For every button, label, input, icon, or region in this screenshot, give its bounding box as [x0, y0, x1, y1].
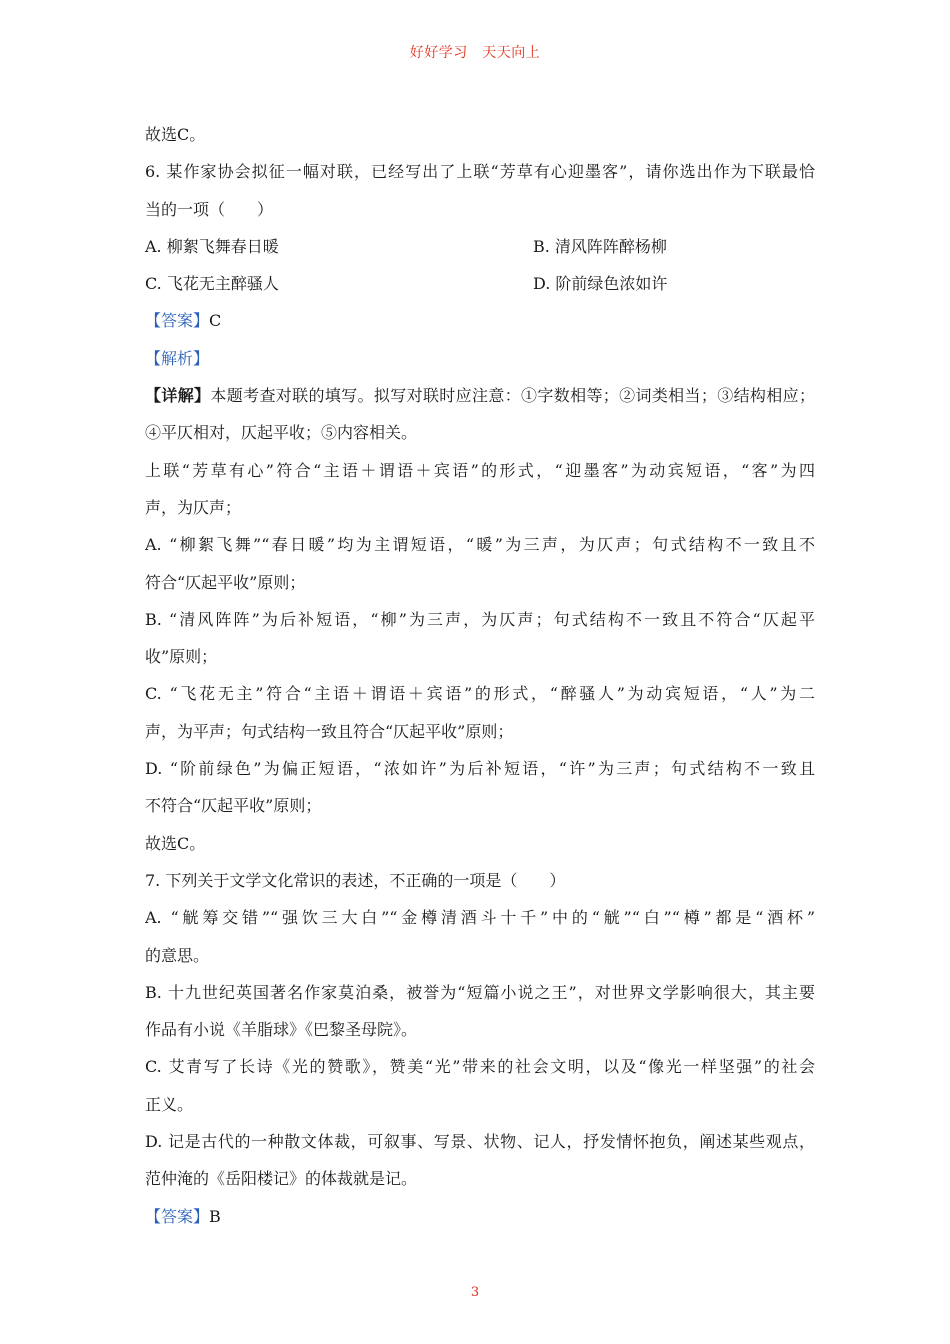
- question-7-option-d-cont: 范仲淹的《岳阳楼记》的体裁就是记。: [145, 1169, 418, 1189]
- explain-line: 声，为仄声；: [145, 497, 242, 517]
- explain-line: 故选C。: [145, 833, 206, 853]
- question-7-option-a: A. “觥筹交错”“强饮三大白”“金樽清酒斗十千”中的“觥”“白”“樽”都是“酒杯”: [145, 908, 815, 928]
- detail-text: 本题考查对联的填写。拟写对联时应注意：①字数相等；②词类相当；③结构相应；: [210, 386, 815, 406]
- question-7-option-b: B. 十九世纪英国著名作家莫泊桑，被誉为“短篇小说之王”，对世界文学影响很大，其主要: [145, 982, 815, 1002]
- answer-tag: 【答案】: [145, 311, 210, 331]
- question-6-options-row-2: [145, 265, 815, 302]
- explain-line: B. “清风阵阵”为后补短语，“柳”为三声，为仄声；句式结构不一致且不符合“仄起平: [145, 609, 815, 629]
- answer-line: [145, 302, 815, 339]
- question-7-option-c-cont: 正义。: [145, 1094, 194, 1114]
- explain-line: A. “柳絮飞舞”“春日暖”均为主谓短语，“暖”为三声，为仄声；句式结构不一致且不: [145, 535, 815, 555]
- answer-value: C: [209, 311, 222, 331]
- question-7-option-a-cont: 的意思。: [145, 945, 210, 965]
- detail-line: [145, 377, 815, 414]
- question-7-stem: 7. 下列关于文学文化常识的表述，不正确的一项是（ ）: [145, 870, 566, 890]
- document-body: [145, 116, 815, 1235]
- explain-line: 声，为平声；句式结构一致且符合“仄起平收”原则；: [145, 721, 514, 741]
- question-7-option-d: D. 记是古代的一种散文体裁，可叙事、写景、状物、记人，抒发情怀抱负，阐述某些观点，: [145, 1132, 815, 1152]
- page-header: 好好学习 天天向上: [409, 45, 541, 61]
- option-d: D. 阶前绿色浓如许: [533, 274, 668, 294]
- question-6-stem: 6. 某作家协会拟征一幅对联，已经写出了上联“芳草有心迎墨客”，请你选出作为下联最恰: [145, 162, 815, 182]
- explain-line: 收”原则；: [145, 647, 218, 667]
- detail-line-cont: ④平仄相对，仄起平收；⑤内容相关。: [145, 423, 418, 443]
- question-6-stem-cont: 当的一项（ ）: [145, 199, 274, 219]
- analysis-tag: 【解析】: [145, 348, 210, 368]
- option-c: C. 飞花无主醉骚人: [145, 274, 279, 294]
- analysis-line: [145, 340, 815, 377]
- option-b: B. 清风阵阵醉杨柳: [533, 236, 667, 256]
- answer-line: [145, 1198, 815, 1235]
- answer-tag: 【答案】: [145, 1206, 210, 1226]
- explain-line: 不符合“仄起平收”原则；: [145, 796, 322, 816]
- option-a: A. 柳絮飞舞春日暖: [145, 236, 279, 256]
- text-line: 故选C。: [145, 125, 206, 144]
- question-6-options-row-1: [145, 228, 815, 265]
- explain-line: D. “阶前绿色”为偏正短语，“浓如许”为后补短语，“许”为三声；句式结构不一致且: [145, 759, 815, 779]
- explain-line: 上联“芳草有心”符合“主语＋谓语＋宾语”的形式，“迎墨客”为动宾短语，“客”为四: [145, 460, 815, 480]
- question-7-option-b-cont: 作品有小说《羊脂球》《巴黎圣母院》。: [145, 1020, 418, 1040]
- explain-line: C. “飞花无主”符合“主语＋谓语＋宾语”的形式，“醉骚人”为动宾短语，“人”为二: [145, 684, 815, 704]
- explain-line: 符合“仄起平收”原则；: [145, 572, 306, 592]
- question-7-option-c: C. 艾青写了长诗《光的赞歌》，赞美“光”带来的社会文明，以及“像光一样坚强”的社会: [145, 1057, 815, 1077]
- answer-value: B: [209, 1206, 221, 1226]
- detail-tag: 【详解】: [145, 386, 211, 406]
- page-number: 3: [470, 1285, 480, 1300]
